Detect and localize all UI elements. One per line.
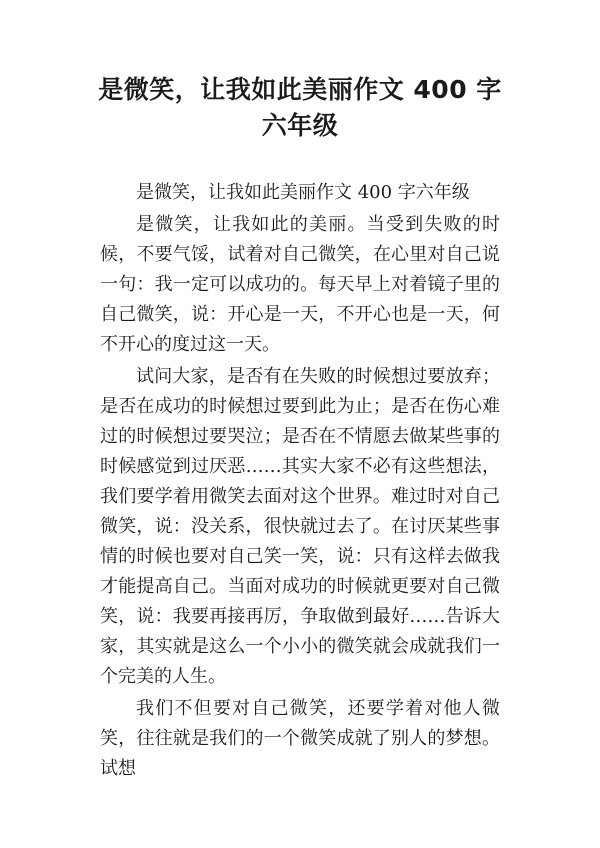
paragraph-subtitle: 是微笑，让我如此美丽作文 400 字六年级	[136, 182, 470, 203]
paragraph: 是微笑，让我如此的美丽。当受到失败的时候，不要气馁，试着对自己微笑，在心里对自己说一句：我一定可以成功的。每天早上对着镜子里的自己微笑，说：开心是一天，不开心也是一天，何不开心的度过这一天。	[100, 214, 500, 355]
paragraph: 我们不但要对自己微笑，还要学着对他人微笑，往往就是我们的一个微笑成就了别人的梦想。试想	[100, 698, 500, 779]
paragraph: 试问大家，是否有在失败的时候想过要放弃；是否在成功的时候想过要到此为止；是否在伤心难过的时候想过要哭泣；是否在不情愿去做某些事的时候感觉到过厌恶……其实大家不必有这些想法，我们要学着用微笑去面对这个世界。难过时对自己微笑，说：没关系，很快就过去了。在讨厌某些事情的时候也要对自己笑一笑，说：只有这样去做我才能提高自己。当面对成功的时候就更要对自己微笑，说：我要再接再厉，争取做到最好……告诉大家，其实就是这么一个小小的微笑就会成就我们一个完美的人生。	[100, 366, 500, 687]
document-body	[100, 178, 500, 786]
document-title: 是微笑，让我如此美丽作文 400 字六年级	[98, 75, 502, 140]
